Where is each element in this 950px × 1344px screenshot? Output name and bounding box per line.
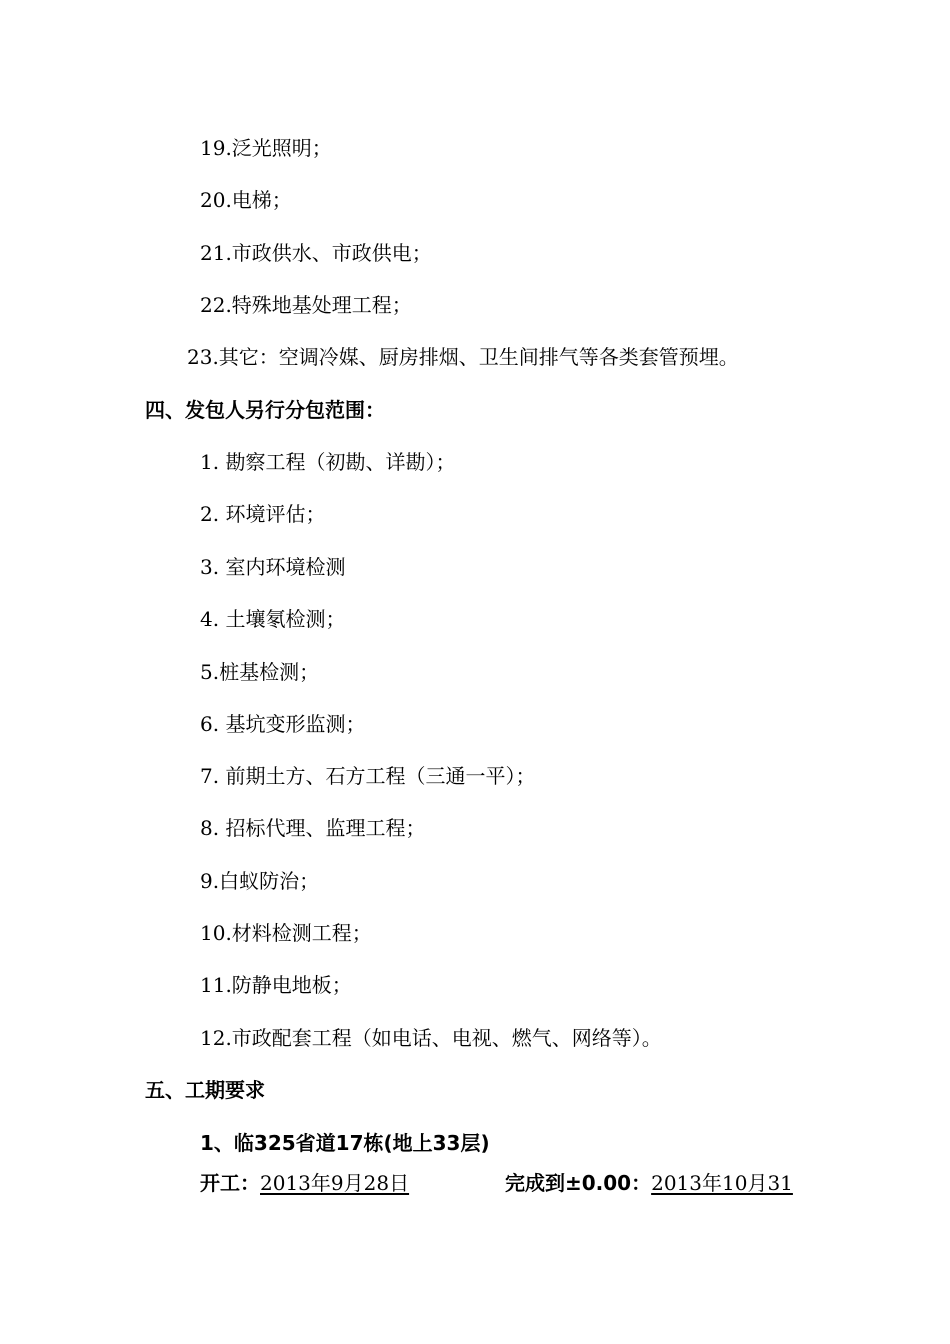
list-item: 1. 勘察工程（初勘、详勘）； [200,450,456,474]
list-item: 23.其它：空调冷媒、厨房排烟、卫生间排气等各类套管预埋。 [187,345,739,369]
section-heading: 四、发包人另行分包范围： [145,398,385,422]
list-item: 21.市政供水、市政供电； [200,241,432,265]
list-item: 3. 室内环境检测 [200,555,346,579]
list-item: 6. 基坑变形监测； [200,712,366,736]
list-item: 22.特殊地基处理工程； [200,293,412,317]
list-item: 4. 土壤氡检测； [200,607,346,631]
list-item: 20.电梯； [200,188,292,212]
start-date: 2013年9月28日 [260,1171,410,1195]
list-item: 7. 前期土方、石方工程（三通一平）； [200,764,536,788]
list-item: 8. 招标代理、监理工程； [200,816,426,840]
schedule-row [200,1171,409,1195]
list-item: 5.桩基检测； [200,660,320,684]
list-item: 11.防静电地板； [200,973,352,997]
schedule-row [505,1171,793,1195]
list-item: 9.白蚁防治； [200,869,320,893]
finish-label: 完成到±0.00： [505,1171,652,1195]
start-label: 开工： [200,1171,260,1195]
sub-heading: 1、临325省道17栋(地上33层) [200,1131,490,1155]
list-item: 10.材料检测工程； [200,921,372,945]
list-item: 12.市政配套工程（如电话、电视、燃气、网络等）。 [200,1026,662,1050]
finish-date: 2013年10月31 [651,1171,793,1195]
list-item: 19.泛光照明； [200,136,332,160]
list-item: 2. 环境评估； [200,502,326,526]
section-heading: 五、工期要求 [145,1078,265,1102]
